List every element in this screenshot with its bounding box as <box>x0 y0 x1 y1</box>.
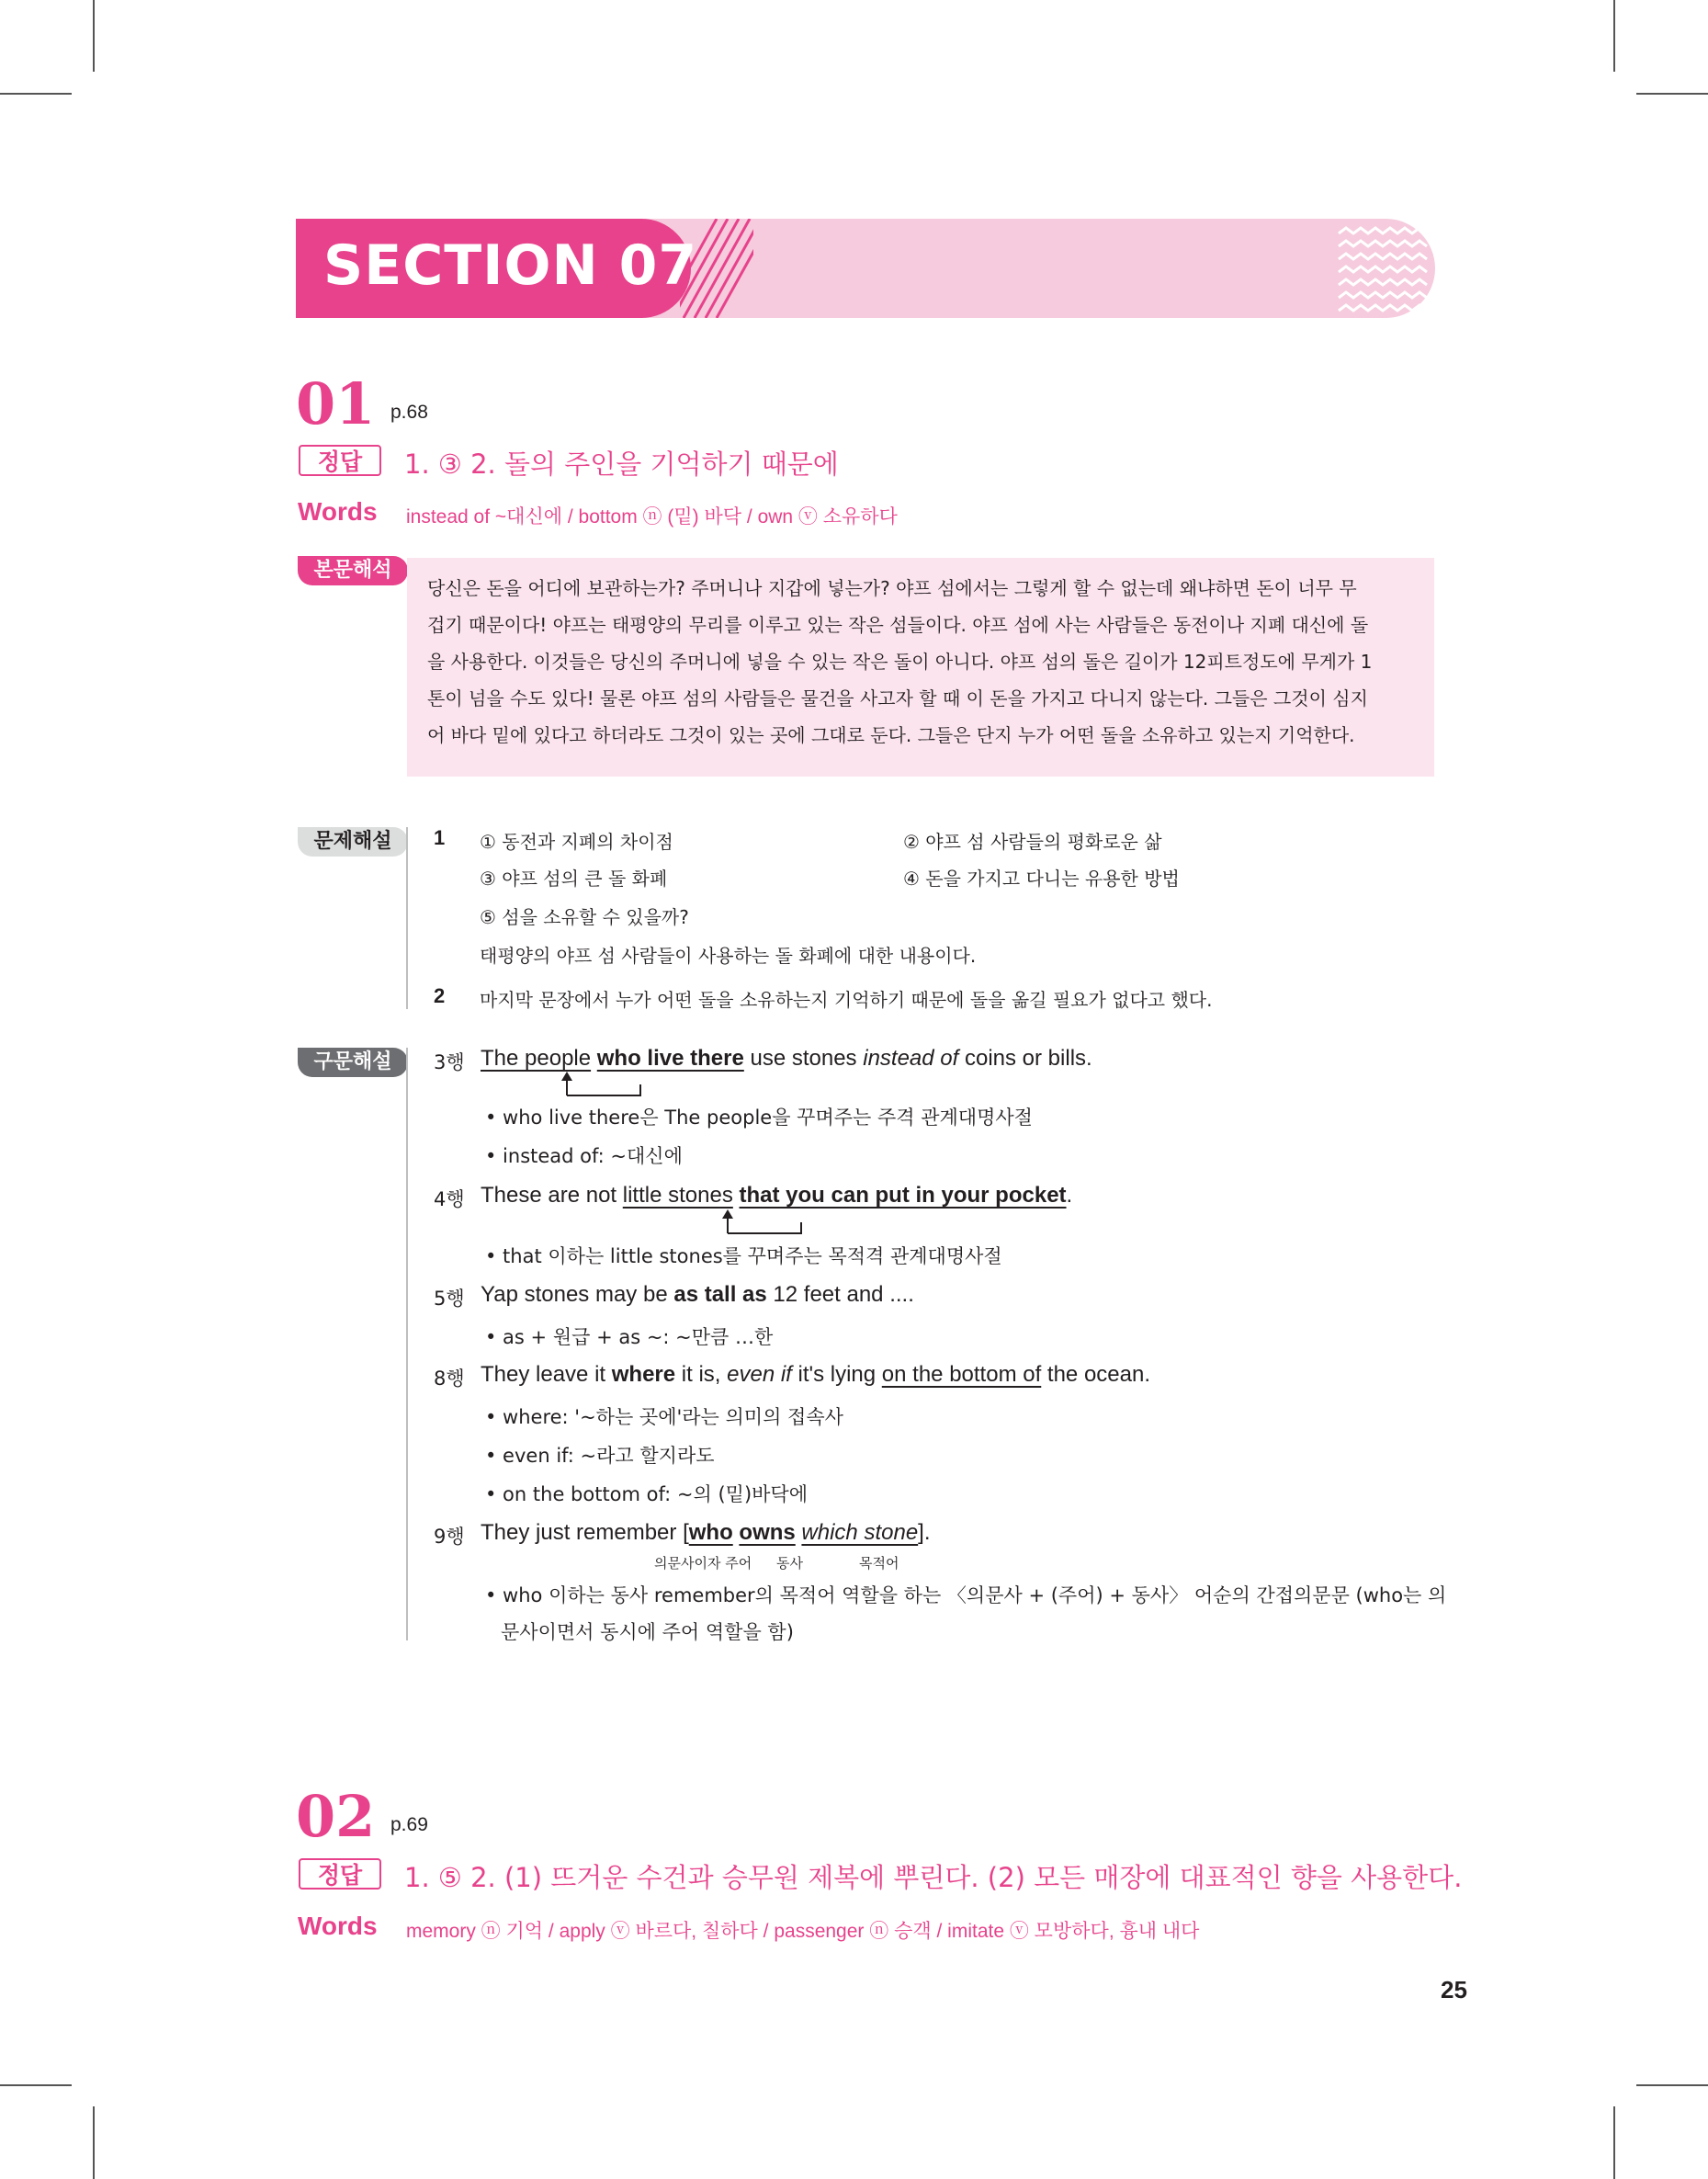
explanation-1: 태평양의 야프 섬 사람들이 사용하는 돌 화폐에 대한 내용이다. <box>480 945 977 967</box>
question-number: 01 <box>296 370 376 437</box>
words-text: memory ⓝ 기억 / apply ⓥ 바르다, 칠하다 / passenger ⓝ 승객 / imitate ⓥ 모방하다, 흉내 내다 <box>406 1921 1200 1942</box>
translation-line: 당신은 돈을 어디에 보관하는가? 주머니나 지갑에 넣는가? 야프 섬에서는 그렇게 할 수 없는데 왜냐하면 돈이 너무 무 <box>427 577 1357 599</box>
translation-line: 톤이 넘을 수도 있다! 물론 야프 섬의 사람들은 물건을 사고자 할 때 이 돈을 가지고 다니지 않는다. 그들은 그것이 심지 <box>427 687 1368 709</box>
line-tag: 8행 <box>434 1368 465 1390</box>
conjunction-where: where <box>611 1362 676 1387</box>
note: • who 이하는 동사 remember의 목적어 역할을 하는 〈의문사 + (주어) + 동사〉 어순의 간접의문문 (who는 의 <box>485 1584 1447 1606</box>
grammar-label-subject: 의문사이자 주어 <box>654 1555 752 1572</box>
divider <box>406 827 408 1009</box>
option-1: ① 동전과 지폐의 차이점 <box>480 831 673 853</box>
translation-badge: 본문해석 <box>298 556 408 585</box>
translation-line: 겁기 때문이다! 야프는 태평양의 무리를 이루고 있는 작은 섬들이다. 야프 섬에 사는 사람들은 동전이나 지폐 대신에 돌 <box>427 614 1369 636</box>
option-5: ⑤ 섬을 소유할 수 있을까? <box>480 906 689 928</box>
verb-owns: owns <box>739 1520 796 1545</box>
page-number: 25 <box>1441 1976 1467 2003</box>
line-tag: 9행 <box>434 1526 465 1548</box>
sentence-line-8 <box>481 1362 1150 1388</box>
answer-badge: 정답 <box>299 445 381 476</box>
option-4: ④ 돈을 가지고 다니는 유용한 방법 <box>903 868 1180 890</box>
comparison-phrase: as tall as <box>673 1282 767 1307</box>
line-tag: 4행 <box>434 1188 465 1210</box>
crop-mark <box>0 93 72 95</box>
sentence-line-4 <box>481 1183 1072 1209</box>
sentence-line-9 <box>481 1520 931 1546</box>
subject-phrase: The people <box>481 1046 592 1071</box>
page-reference: p.68 <box>390 402 428 423</box>
crop-mark <box>1613 0 1615 72</box>
text-segment: the ocean. <box>1041 1362 1151 1387</box>
translation-box <box>407 558 1434 777</box>
text-segment: These are not <box>481 1183 623 1208</box>
translation-line: 을 사용한다. 이것들은 당신의 주머니에 넣을 수 있는 작은 돌이 아니다. 야프 섬의 돌은 길이가 12피트정도에 무게가 1 <box>427 651 1373 673</box>
sentence-line-3 <box>481 1046 1092 1072</box>
explanation-2: 마지막 문장에서 누가 어떤 돌을 소유하는지 기억하기 때문에 돌을 옮길 필요가 없다고 했다. <box>480 989 1213 1011</box>
crop-mark <box>0 2084 72 2086</box>
modifier-arrow <box>551 1072 652 1099</box>
interrogative-who: who <box>688 1520 733 1545</box>
option-3: ③ 야프 섬의 큰 돌 화폐 <box>480 868 668 890</box>
page-reference: p.69 <box>390 1814 428 1835</box>
answer-badge: 정답 <box>299 1858 381 1890</box>
modifier-arrow <box>712 1209 804 1237</box>
translation-text <box>427 570 1372 754</box>
note: • where: '~하는 곳에'라는 의미의 접속사 <box>485 1406 843 1428</box>
text-segment: coins or bills. <box>958 1046 1092 1071</box>
note: • as + 원급 + as ~: ~만큼 …한 <box>485 1326 774 1348</box>
divider <box>406 1048 408 1640</box>
relative-clause: that you can put in your pocket <box>739 1183 1067 1208</box>
note: • who live there은 The people을 꾸며주는 주격 관계대명사절 <box>485 1107 1033 1129</box>
note: • that 이하는 little stones를 꾸며주는 목적격 관계대명사절 <box>485 1245 1002 1267</box>
phrase-instead-of: instead of <box>863 1046 959 1071</box>
answer-text: 1. ⑤ 2. (1) 뜨거운 수건과 승무원 제복에 뿌린다. (2) 모든 매장에 대표적인 향을 사용한다. <box>404 1862 1463 1893</box>
sentence-line-5 <box>481 1282 914 1308</box>
syntax-explanation-badge: 구문해설 <box>298 1048 408 1077</box>
text-segment: They leave it <box>481 1362 612 1387</box>
section-title: SECTION 07 <box>323 233 698 298</box>
antecedent: little stones <box>622 1183 733 1208</box>
crop-mark <box>1636 2084 1708 2086</box>
line-tag: 5행 <box>434 1288 465 1310</box>
crop-mark <box>93 2106 95 2179</box>
answer-text: 1. ③ 2. 돌의 주인을 기억하기 때문에 <box>404 448 839 480</box>
problem-explanation-badge: 문제해설 <box>298 827 408 857</box>
phrase-on-the-bottom-of: on the bottom of <box>881 1362 1042 1387</box>
problem-number: 1 <box>434 826 446 849</box>
object-phrase: which stone <box>801 1520 919 1545</box>
note: • instead of: ~대신에 <box>485 1145 683 1167</box>
crop-mark <box>93 0 95 72</box>
question-number: 02 <box>296 1783 376 1850</box>
grammar-label-object: 목적어 <box>859 1555 899 1572</box>
crop-mark <box>1636 93 1708 95</box>
text-segment: 12 feet and .... <box>766 1282 914 1307</box>
text-segment: it's lying <box>791 1362 882 1387</box>
text-segment: use stones <box>743 1046 864 1071</box>
grammar-label-verb: 동사 <box>776 1555 803 1572</box>
problem-number: 2 <box>434 984 446 1007</box>
translation-line: 어 바다 밑에 있다고 하더라도 그것이 있는 곳에 그대로 둔다. 그들은 단지 누가 어떤 돌을 소유하고 있는지 기억한다. <box>427 724 1355 746</box>
text-segment: Yap stones may be <box>481 1282 674 1307</box>
text-segment: . <box>1066 1183 1073 1208</box>
note: 문사이면서 동시에 주어 역할을 함) <box>501 1621 794 1643</box>
words-label: Words <box>298 1912 378 1940</box>
words-label: Words <box>298 497 378 526</box>
crop-mark <box>1613 2106 1615 2179</box>
text-segment: ]. <box>918 1520 931 1545</box>
note: • even if: ~라고 할지라도 <box>485 1445 715 1467</box>
relative-clause: who live there <box>596 1046 744 1071</box>
words-text: instead of ~대신에 / bottom ⓝ (밑) 바닥 / own ⓥ 소유하다 <box>406 506 898 528</box>
phrase-even-if: even if <box>727 1362 792 1387</box>
text-segment: They just remember [ <box>481 1520 689 1545</box>
wave-pattern-decoration <box>1334 221 1431 316</box>
option-2: ② 야프 섬 사람들의 평화로운 삶 <box>903 831 1162 853</box>
note: • on the bottom of: ~의 (밑)바닥에 <box>485 1483 808 1505</box>
line-tag: 3행 <box>434 1051 465 1073</box>
text-segment: it is, <box>675 1362 728 1387</box>
